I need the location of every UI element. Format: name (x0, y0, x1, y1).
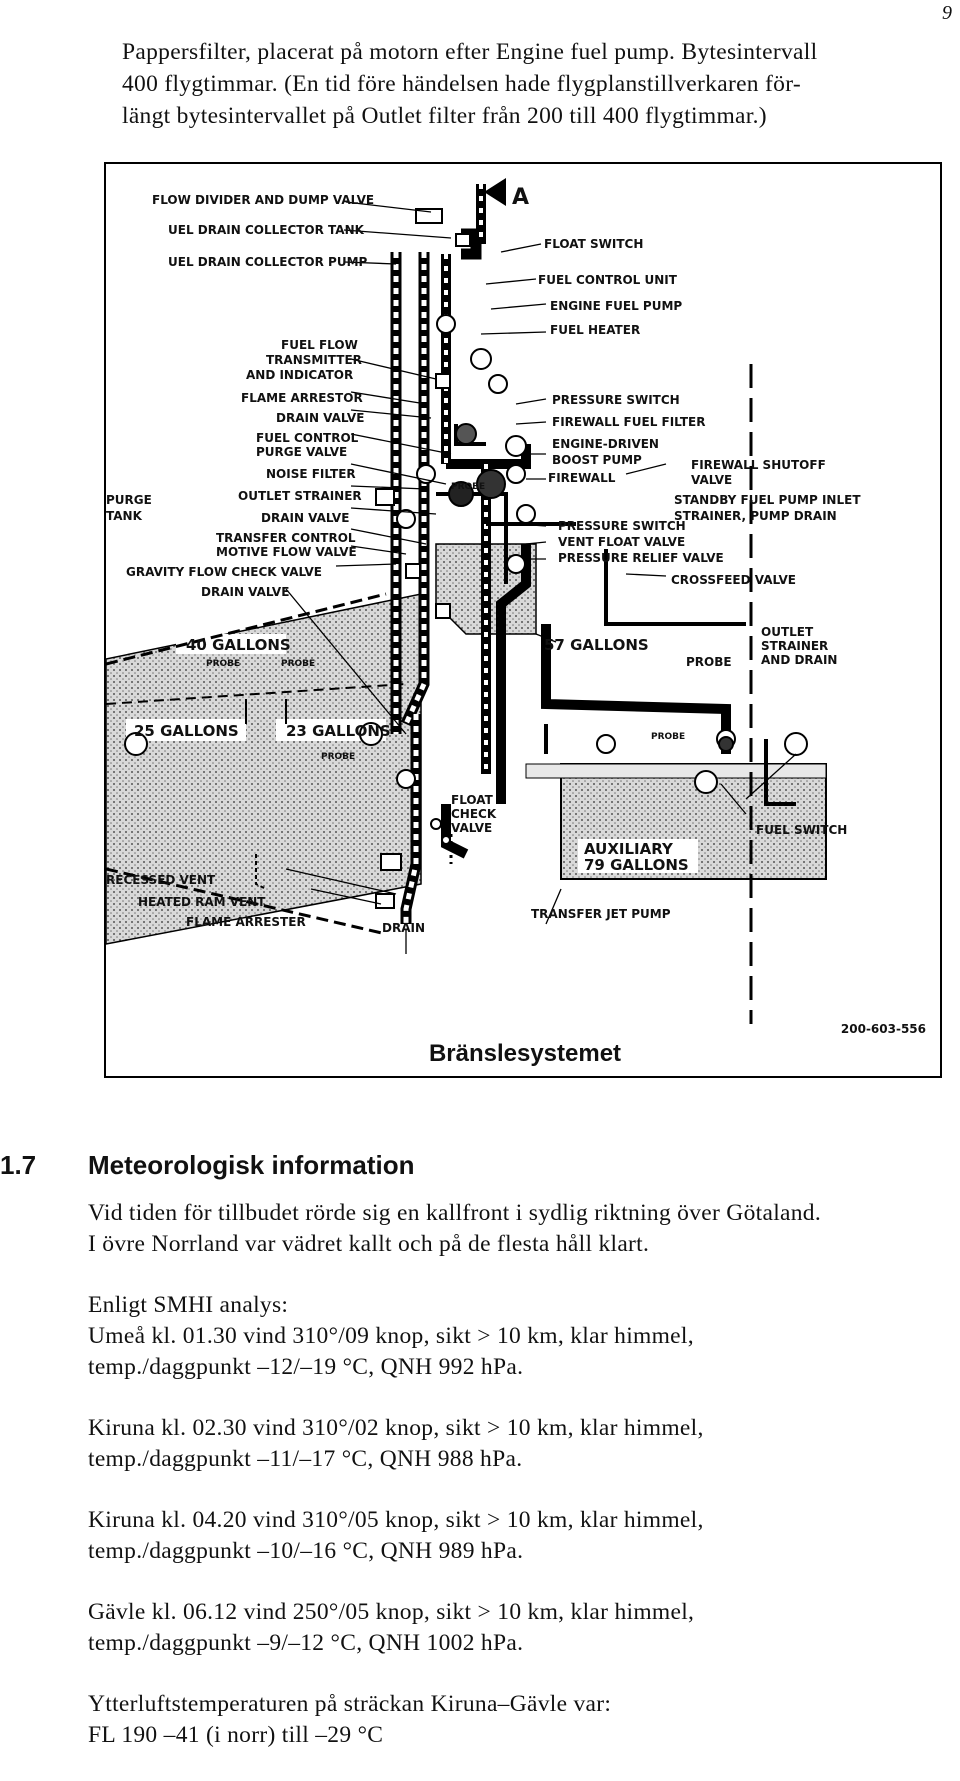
label-and-drain: AND DRAIN (761, 653, 838, 667)
label-engine-fuel-pump: ENGINE FUEL PUMP (550, 299, 683, 313)
label-outlet-strainer: OUTLET STRAINER (238, 489, 362, 503)
label-flow-divider: FLOW DIVIDER AND DUMP VALVE (152, 193, 375, 207)
text-line: Ytterluftstemperaturen på sträckan Kiruna–Gävle var: (88, 1691, 612, 1717)
label-probe-3: PROBE (321, 752, 356, 762)
section-body (88, 1198, 948, 1781)
label-fuel-flow-2: TRANSMITTER (266, 353, 362, 367)
label-drain-valve-2: DRAIN VALVE (261, 511, 350, 525)
label-strainer-drain: STRAINER, PUMP DRAIN (674, 509, 837, 523)
paragraph-kiruna-0230 (88, 1413, 948, 1475)
text-line: Kiruna kl. 04.20 vind 310°/05 knop, sikt > 10 km, klar himmel, (88, 1507, 704, 1533)
label-auxiliary: AUXILIARY (584, 840, 673, 858)
label-drain-collector-tank: UEL DRAIN COLLECTOR TANK (168, 223, 364, 237)
label-gravity-flow: GRAVITY FLOW CHECK VALVE (126, 565, 322, 579)
intro-line: längt bytesintervallet på Outlet filter från 200 till 400 flygtimmar.) (122, 103, 767, 129)
label-drain-collector-pump: UEL DRAIN COLLECTOR PUMP (168, 255, 368, 269)
label-standby-pump: STANDBY FUEL PUMP INLET (674, 493, 861, 507)
label-boost-pump: BOOST PUMP (552, 453, 642, 467)
label-probe-4: PROBE (451, 482, 486, 492)
label-firewall: FIREWALL (548, 471, 616, 485)
label-fuel-heater: FUEL HEATER (550, 323, 641, 337)
paragraph-front (88, 1198, 948, 1260)
label-flame-arrester: FLAME ARRESTER (186, 915, 306, 929)
section-title: Meteorologisk information (88, 1150, 415, 1180)
label-fuel-flow-1: FUEL FLOW (281, 338, 358, 352)
label-25-gallons: 25 GALLONS (134, 722, 239, 740)
label-probe-5: PROBE (686, 655, 732, 669)
label-noise-filter: NOISE FILTER (266, 467, 356, 481)
label-40-gallons: 40 GALLONS (186, 636, 291, 654)
label-crossfeed-valve: CROSSFEED VALVE (671, 573, 796, 587)
intro-line: Pappersfilter, placerat på motorn efter Engine fuel pump. Bytesintervall (122, 39, 818, 65)
section-number: 1.7 (0, 1150, 37, 1180)
label-firewall-shutoff: FIREWALL SHUTOFF (691, 458, 826, 472)
label-fuel-control: FUEL CONTROL (256, 431, 359, 445)
text-line: I övre Norrland var vädret kallt och på de flesta håll klart. (88, 1231, 650, 1257)
label-fuel-flow-3: AND INDICATOR (246, 368, 354, 382)
paragraph-outside-temperature (88, 1689, 948, 1751)
label-probe-6: PROBE (651, 732, 686, 742)
text-line: Umeå kl. 01.30 vind 310°/09 knop, sikt > 10 km, klar himmel, (88, 1323, 694, 1349)
intro-paragraph (122, 36, 942, 132)
label-probe-2: PROBE (281, 659, 316, 669)
text-line: temp./daggpunkt –9/–12 °C, QNH 1002 hPa. (88, 1630, 524, 1656)
label-recessed-vent: RECESSED VENT (106, 873, 216, 887)
label-motive-flow-valve: MOTIVE FLOW VALVE (216, 545, 357, 559)
label-probe-1: PROBE (206, 659, 241, 669)
figure-caption: Bränslesystemet (428, 1040, 622, 1067)
aux-tank-top (526, 764, 826, 778)
text-line: Kiruna kl. 02.30 vind 310°/02 knop, sikt > 10 km, klar himmel, (88, 1415, 704, 1441)
label-23-gallons: 23 GALLONS (286, 722, 391, 740)
marker-a-label: A (512, 185, 530, 210)
label-79-gallons: 79 GALLONS (584, 856, 689, 874)
label-tank-edge: TANK (106, 509, 142, 523)
paragraph-kiruna-0420 (88, 1505, 948, 1567)
label-57-gallons: 57 GALLONS (544, 636, 649, 654)
label-transfer-control: TRANSFER CONTROL (216, 531, 356, 545)
label-pressure-switch-1: PRESSURE SWITCH (552, 393, 680, 407)
text-line: Enligt SMHI analys: (88, 1292, 289, 1318)
label-flame-arrestor: FLAME ARRESTOR (241, 391, 363, 405)
label-pressure-switch-2: PRESSURE SWITCH (558, 519, 686, 533)
text-line: temp./daggpunkt –11/–17 °C, QNH 988 hPa. (88, 1446, 523, 1472)
text-line: FL 190 –41 (i norr) till –29 °C (88, 1722, 384, 1748)
paragraph-gavle (88, 1597, 948, 1659)
label-float: FLOAT (451, 793, 493, 807)
label-purge-edge: PURGE (106, 493, 152, 507)
label-outlet: OUTLET (761, 625, 814, 639)
text-line: Gävle kl. 06.12 vind 250°/05 knop, sikt > 10 km, klar himmel, (88, 1599, 695, 1625)
paragraph-umea (88, 1290, 948, 1383)
label-strainer: STRAINER (761, 639, 829, 653)
fuel-system-diagram (104, 162, 942, 1078)
label-pressure-relief-valve: PRESSURE RELIEF VALVE (558, 551, 724, 565)
label-fuel-control-unit: FUEL CONTROL UNIT (538, 273, 677, 287)
label-drain-valve-1: DRAIN VALVE (276, 411, 365, 425)
label-engine-driven: ENGINE-DRIVEN (552, 437, 659, 451)
label-drain-valve-3: DRAIN VALVE (201, 585, 290, 599)
label-drain: DRAIN (382, 921, 425, 935)
marker-a-arrow (484, 178, 506, 206)
label-check: CHECK (451, 807, 497, 821)
label-purge-valve: PURGE VALVE (256, 445, 348, 459)
label-float-switch: FLOAT SWITCH (544, 237, 644, 251)
figure-code: 200-603-556 (840, 1022, 926, 1036)
page-number: 9 (942, 2, 952, 24)
label-firewall-shutoff-valve: VALVE (691, 473, 733, 487)
label-transfer-jet-pump: TRANSFER JET PUMP (531, 907, 671, 921)
intro-line: 400 flygtimmar. (En tid före händelsen hade flygplanstillverkaren för- (122, 71, 801, 97)
text-line: temp./daggpunkt –10/–16 °C, QNH 989 hPa. (88, 1538, 524, 1564)
label-fuel-switch: FUEL SWITCH (756, 823, 848, 837)
fuel-system-drawing (106, 164, 942, 1078)
text-line: temp./daggpunkt –12/–19 °C, QNH 992 hPa. (88, 1354, 524, 1380)
text-line: Vid tiden för tillbudet rörde sig en kallfront i sydlig riktning över Götaland. (88, 1200, 822, 1226)
label-firewall-fuel-filter: FIREWALL FUEL FILTER (552, 415, 706, 429)
label-heated-ram-vent: HEATED RAM VENT (138, 895, 266, 909)
label-valve: VALVE (451, 821, 493, 835)
label-vent-float-valve: VENT FLOAT VALVE (558, 535, 686, 549)
